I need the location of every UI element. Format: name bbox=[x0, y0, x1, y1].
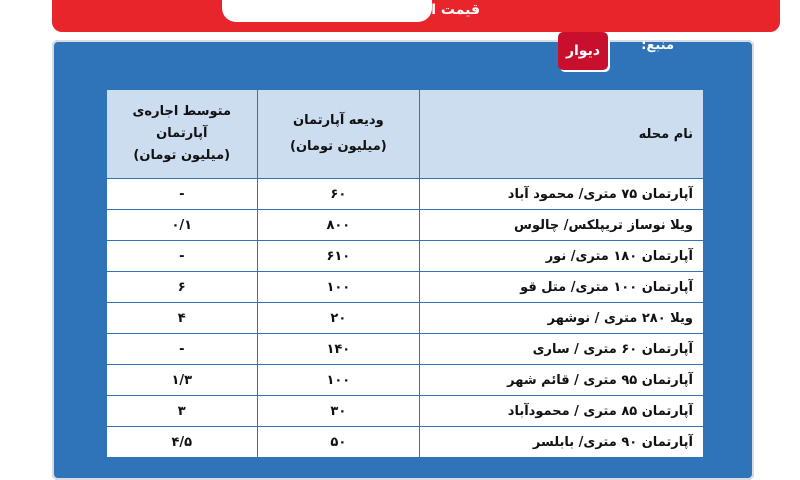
row-rent: - bbox=[107, 334, 258, 365]
table-row bbox=[107, 241, 704, 272]
row-name: ویلا نوساز تریپلکس/ چالوس bbox=[420, 210, 704, 241]
row-deposit: ۱۰۰ bbox=[257, 365, 420, 396]
table-row bbox=[107, 365, 704, 396]
table-row bbox=[107, 396, 704, 427]
table-row bbox=[107, 179, 704, 210]
page-title: قیمت اجاره آپارتمان در مازندران bbox=[254, 2, 480, 18]
row-deposit: ۳۰ bbox=[257, 396, 420, 427]
row-rent: ۳ bbox=[107, 396, 258, 427]
header-rent-line1: متوسط اجاره‌ی bbox=[132, 104, 232, 119]
table-row bbox=[107, 272, 704, 303]
row-deposit: ۸۰۰ bbox=[257, 210, 420, 241]
header-name: نام محله bbox=[420, 90, 704, 179]
row-rent: ۶ bbox=[107, 272, 258, 303]
row-name: آپارتمان ۸۵ متری / محمودآباد bbox=[420, 396, 704, 427]
row-deposit: ۱۴۰ bbox=[257, 334, 420, 365]
row-rent: - bbox=[107, 241, 258, 272]
row-name: ویلا ۲۸۰ متری / نوشهر bbox=[420, 303, 704, 334]
row-name: آپارتمان ۱۸۰ متری/ نور bbox=[420, 241, 704, 272]
header-deposit-line1: ودیعه آپارتمان bbox=[293, 113, 384, 128]
row-deposit: ۵۰ bbox=[257, 427, 420, 458]
table-row bbox=[107, 334, 704, 365]
table-row bbox=[107, 303, 704, 334]
source-label: منبع: bbox=[641, 38, 674, 53]
header-rent-line3: (میلیون تومان) bbox=[133, 148, 231, 163]
row-rent: - bbox=[107, 179, 258, 210]
table-row bbox=[107, 210, 704, 241]
divar-logo: دیوار bbox=[558, 32, 608, 70]
row-rent: ۱/۳ bbox=[107, 365, 258, 396]
header-deposit-line2: (میلیون تومان) bbox=[290, 139, 387, 154]
row-name: آپارتمان ۹۰ متری/ بابلسر bbox=[420, 427, 704, 458]
table-header-row bbox=[107, 90, 704, 179]
row-deposit: ۱۰۰ bbox=[257, 272, 420, 303]
rent-table bbox=[106, 89, 704, 458]
header-rent bbox=[107, 90, 258, 179]
row-name: آپارتمان ۶۰ متری / ساری bbox=[420, 334, 704, 365]
row-rent: ۴ bbox=[107, 303, 258, 334]
header-deposit bbox=[257, 90, 420, 179]
row-deposit: ۶۱۰ bbox=[257, 241, 420, 272]
top-banner bbox=[52, 0, 780, 32]
row-deposit: ۲۰ bbox=[257, 303, 420, 334]
row-rent: ۴/۵ bbox=[107, 427, 258, 458]
row-name: آپارتمان ۱۰۰ متری/ متل قو bbox=[420, 272, 704, 303]
row-deposit: ۶۰ bbox=[257, 179, 420, 210]
table-row bbox=[107, 427, 704, 458]
row-rent: ۰/۱ bbox=[107, 210, 258, 241]
row-name: آپارتمان ۷۵ متری/ محمود آباد bbox=[420, 179, 704, 210]
row-name: آپارتمان ۹۵ متری / قائم شهر bbox=[420, 365, 704, 396]
header-rent-line2: آپارتمان bbox=[156, 126, 208, 141]
